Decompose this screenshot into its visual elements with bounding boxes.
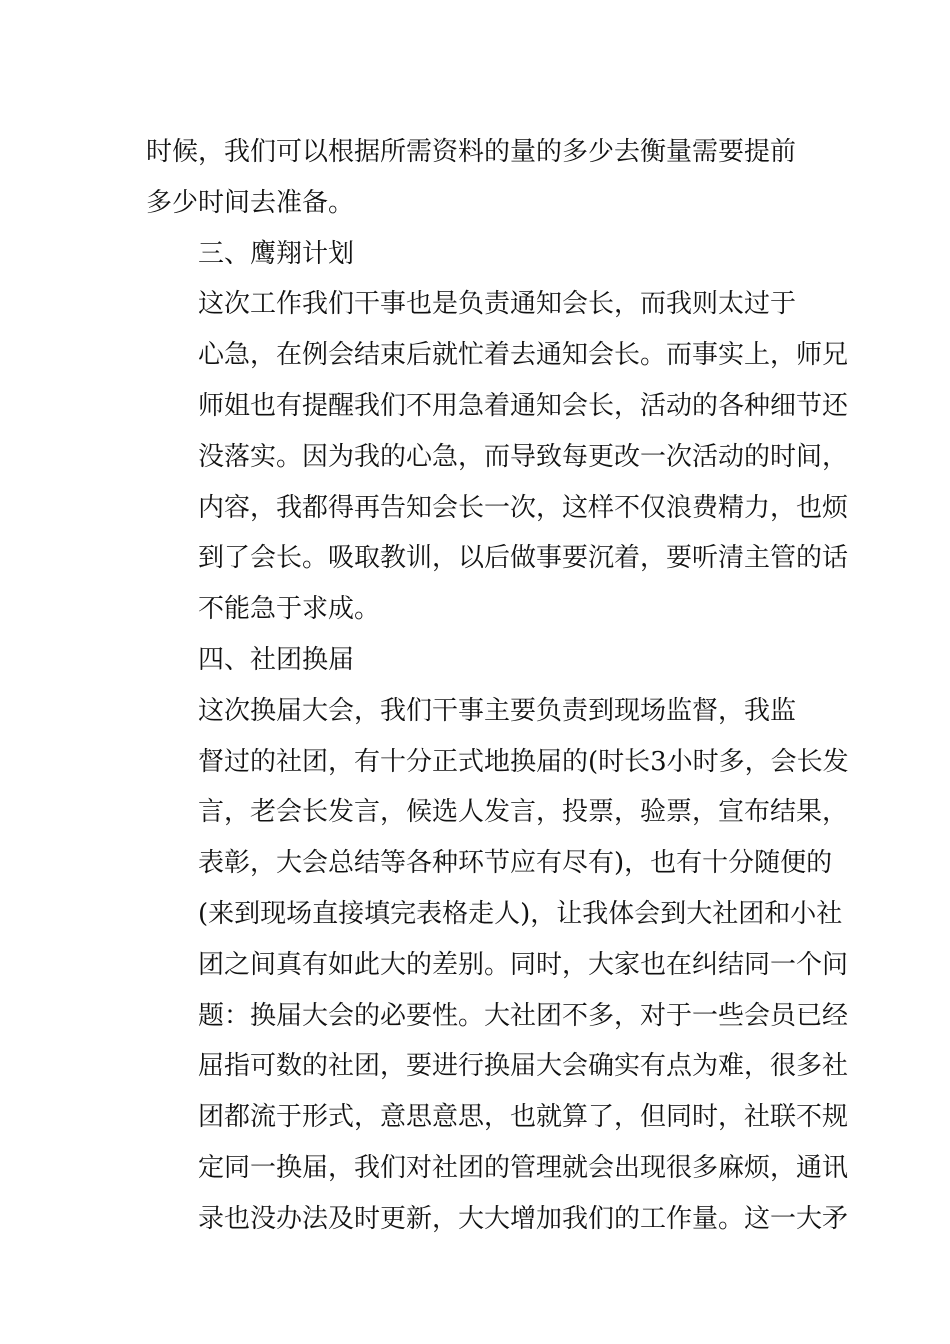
text-line: 督过的社团，有十分正式地换届的(时长3小时多，会长发 — [198, 746, 849, 777]
text-line: 团之间真有如此大的差别。同时，大家也在纠结同一个问 — [198, 949, 849, 980]
text-line: 师姐也有提醒我们不用急着通知会长，活动的各种细节还 — [198, 390, 849, 421]
section-heading-eagle-plan — [146, 229, 806, 280]
paragraph-eagle-plan — [146, 279, 849, 635]
text-line: 到了会长。吸取教训，以后做事要沉着，要听清主管的话 — [198, 543, 849, 574]
text-line: 定同一换届，我们对社团的管理就会出现很多麻烦，通讯 — [198, 1152, 849, 1183]
text-line: 内容，我都得再告知会长一次，这样不仅浪费精力，也烦 — [198, 492, 849, 523]
text-line: 这次换届大会，我们干事主要负责到现场监督，我监 — [198, 695, 797, 726]
text-line: 多少时间去准备。 — [146, 187, 355, 218]
text-line: 没落实。因为我的心急，而导致每更改一次活动的时间， — [198, 441, 849, 472]
section-heading-club-election — [146, 635, 806, 686]
document-body — [146, 127, 849, 1245]
text-line: 不能急于求成。 — [198, 594, 381, 625]
text-line: 言，老会长发言，候选人发言，投票，验票，宣布结果， — [198, 797, 849, 828]
text-line: 录也没办法及时更新，大大增加我们的工作量。这一大矛 — [198, 1203, 849, 1234]
text-line: 心急，在例会结束后就忙着去通知会长。而事实上，师兄 — [198, 340, 849, 371]
heading-text: 四、社团换届 — [198, 644, 355, 675]
paragraph-club-election — [146, 686, 849, 1245]
text-line: 时候，我们可以根据所需资料的量的多少去衡量需要提前 — [146, 137, 797, 167]
paragraph-preparation-time — [146, 127, 806, 229]
text-line: 屈指可数的社团，要进行换届大会确实有点为难，很多社 — [198, 1051, 849, 1082]
text-line: (来到现场直接填完表格走人)，让我体会到大社团和小社 — [198, 898, 843, 929]
text-line: 题：换届大会的必要性。大社团不多，对于一些会员已经 — [198, 1000, 849, 1031]
text-line: 团都流于形式，意思意思，也就算了，但同时，社联不规 — [198, 1102, 849, 1133]
text-line: 表彰，大会总结等各种环节应有尽有)，也有十分随便的 — [198, 848, 833, 879]
heading-text: 三、鹰翔计划 — [198, 238, 355, 269]
text-line: 这次工作我们干事也是负责通知会长，而我则太过于 — [198, 289, 797, 320]
